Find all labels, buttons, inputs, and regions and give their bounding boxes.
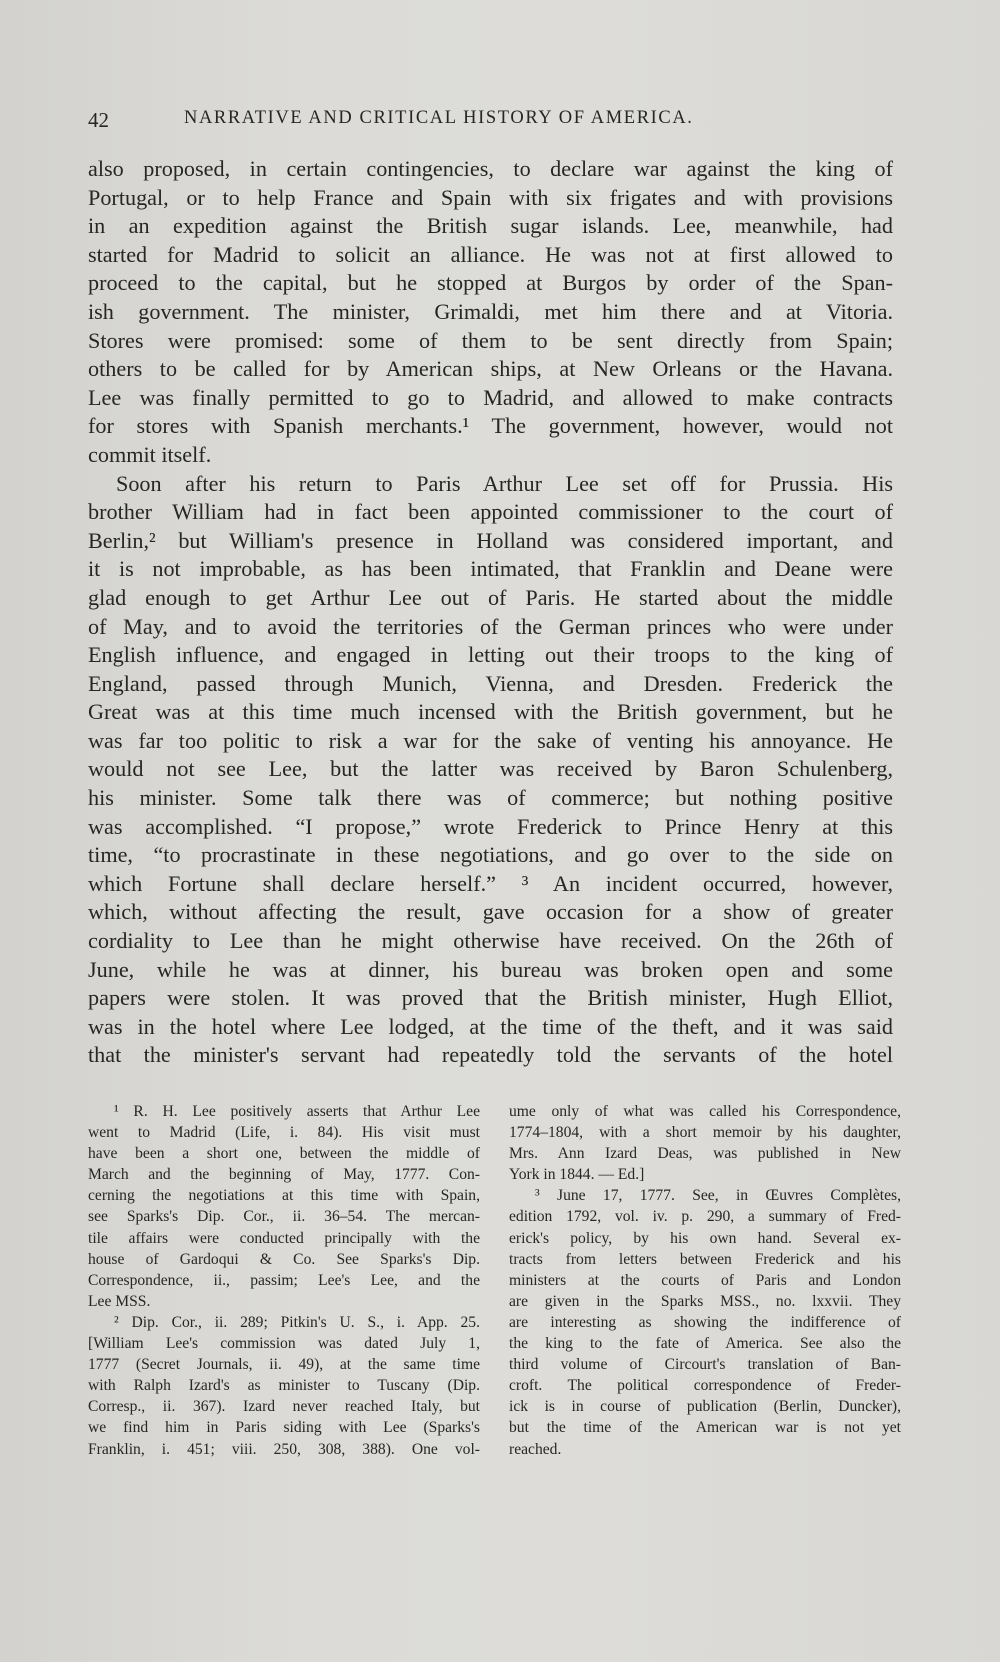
- body-line: Berlin,² but William's presence in Holland was considered important, and: [88, 527, 893, 553]
- body-line: for stores with Spanish merchants.¹ The government, however, would not: [88, 413, 893, 439]
- footnote-line: Correspondence, ii., passim; Lee's Lee, and the: [88, 1271, 480, 1289]
- body-line: which, without affecting the result, gave occasion for a show of greater: [88, 899, 893, 925]
- footnote-line: Mrs. Ann Izard Deas, was published in New: [509, 1145, 901, 1163]
- footnote-line: croft. The political correspondence of Freder-: [509, 1377, 901, 1395]
- footnote-line: March and the beginning of May, 1777. Con-: [88, 1166, 480, 1184]
- body-line: that the minister's servant had repeatedly told the servants of the hotel: [88, 1042, 893, 1068]
- footnote-line: ume only of what was called his Correspondence,: [509, 1103, 901, 1120]
- body-line: England, passed through Munich, Vienna, and Dresden. Frederick the: [88, 670, 893, 696]
- body-text: [88, 155, 893, 1070]
- body-line: cordiality to Lee than he might otherwise have received. On the 26th of: [88, 928, 893, 954]
- footnote-line: erick's policy, by his own hand. Several ex-: [509, 1229, 901, 1247]
- body-line: ish government. The minister, Grimaldi, met him there and at Vitoria.: [88, 298, 893, 324]
- footnote-line: 1777 (Secret Journals, ii. 49), at the same time: [88, 1356, 480, 1374]
- body-line: brother William had in fact been appointed commissioner to the court of: [88, 499, 893, 525]
- body-line: it is not improbable, as has been intimated, that Franklin and Deane were: [88, 556, 893, 582]
- running-title: NARRATIVE AND CRITICAL HISTORY OF AMERICA.: [184, 108, 694, 128]
- footnote-line: [William Lee's commission was dated July 1,: [88, 1335, 480, 1353]
- page-number: 42: [88, 108, 109, 132]
- body-line: Lee was finally permitted to go to Madrid, and allowed to make contracts: [88, 384, 893, 410]
- footnote-line: reached.: [509, 1440, 562, 1458]
- body-line: Great was at this time much incensed with the British government, but he: [88, 699, 893, 725]
- body-line: Stores were promised: some of them to be sent directly from Spain;: [88, 327, 893, 353]
- body-line: would not see Lee, but the latter was received by Baron Schulenberg,: [88, 756, 893, 782]
- footnote-line: Lee MSS.: [88, 1292, 151, 1310]
- body-line: proceed to the capital, but he stopped at Burgos by order of the Span-: [88, 270, 893, 296]
- footnote-line: 1774–1804, with a short memoir by his daughter,: [509, 1124, 901, 1142]
- footnote-line: ick is in course of publication (Berlin, Duncker),: [509, 1398, 901, 1416]
- body-line: was far too politic to risk a war for the sake of venting his annoyance. He: [88, 727, 893, 753]
- footnote-line: are given in the Sparks MSS., no. lxxvii. They: [509, 1292, 901, 1310]
- body-line: of May, and to avoid the territories of the German princes who were under: [88, 613, 893, 639]
- footnote-line: ministers at the courts of Paris and London: [509, 1271, 901, 1289]
- body-line: time, “to procrastinate in these negotiations, and go over to the side on: [88, 842, 893, 868]
- footnote-line: see Sparks's Dip. Cor., ii. 36–54. The mercan-: [88, 1208, 480, 1226]
- body-line: also proposed, in certain contingencies, to declare war against the king of: [88, 156, 893, 181]
- footnote-line: third volume of Circourt's translation of Ban-: [509, 1356, 901, 1374]
- body-line: June, while he was at dinner, his bureau was broken open and some: [88, 956, 893, 982]
- body-line: commit itself.: [88, 441, 212, 467]
- body-line: which Fortune shall declare herself.” ³ An incident occurred, however,: [88, 870, 893, 896]
- footnote-line: we find him in Paris siding with Lee (Sparks's: [88, 1419, 480, 1437]
- body-line: was accomplished. “I propose,” wrote Frederick to Prince Henry at this: [88, 813, 893, 839]
- footnote-line: edition 1792, vol. iv. p. 290, a summary of Fred-: [509, 1208, 901, 1226]
- footnote-line: went to Madrid (Life, i. 84). His visit must: [88, 1124, 480, 1142]
- footnotes: [88, 1101, 900, 1481]
- footnote-line: tile affairs were conducted principally with the: [88, 1229, 480, 1247]
- footnotes-left-column: [88, 1101, 480, 1460]
- body-line: glad enough to get Arthur Lee out of Paris. He started about the middle: [88, 584, 893, 610]
- body-line: English influence, and engaged in letting out their troops to the king of: [88, 642, 893, 668]
- footnote-line: cerning the negotiations at this time with Spain,: [88, 1187, 480, 1205]
- footnote-line: house of Gardoqui & Co. See Sparks's Dip.: [88, 1250, 480, 1268]
- footnote-line: Franklin, i. 451; viii. 250, 308, 388). One vol-: [88, 1440, 480, 1458]
- footnote-line: Corresp., ii. 367). Izard never reached Italy, but: [88, 1398, 480, 1416]
- footnote-line: have been a short one, between the middle of: [88, 1145, 480, 1163]
- body-line: papers were stolen. It was proved that the British minister, Hugh Elliot,: [88, 985, 893, 1011]
- footnote-line: York in 1844. — Ed.]: [509, 1166, 645, 1184]
- footnote-line: ¹ R. H. Lee positively asserts that Arthur Lee: [114, 1103, 480, 1120]
- body-line: was in the hotel where Lee lodged, at the time of the theft, and it was said: [88, 1013, 893, 1039]
- body-line: his minister. Some talk there was of commerce; but nothing positive: [88, 785, 893, 811]
- body-line: started for Madrid to solicit an alliance. He was not at first allowed to: [88, 241, 893, 267]
- footnote-line: the king to the fate of America. See also the: [509, 1335, 901, 1353]
- footnote-line: with Ralph Izard's as minister to Tuscany (Dip.: [88, 1377, 480, 1395]
- body-line: in an expedition against the British sugar islands. Lee, meanwhile, had: [88, 213, 893, 239]
- footnote-line: ³ June 17, 1777. See, in Œuvres Complètes,: [535, 1187, 901, 1205]
- running-head: [88, 108, 896, 138]
- footnote-line: ² Dip. Cor., ii. 289; Pitkin's U. S., i. App. 25.: [114, 1313, 480, 1331]
- footnote-line: but the time of the American war is not yet: [509, 1419, 901, 1437]
- footnote-line: tracts from letters between Frederick and his: [509, 1250, 901, 1268]
- footnotes-right-column: [509, 1101, 901, 1460]
- footnote-line: are interesting as showing the indifference of: [509, 1313, 901, 1331]
- body-line: others to be called for by American ships, at New Orleans or the Havana.: [88, 356, 893, 382]
- body-line: Portugal, or to help France and Spain with six frigates and with provisions: [88, 184, 893, 210]
- body-line: Soon after his return to Paris Arthur Lee set off for Prussia. His: [116, 470, 893, 496]
